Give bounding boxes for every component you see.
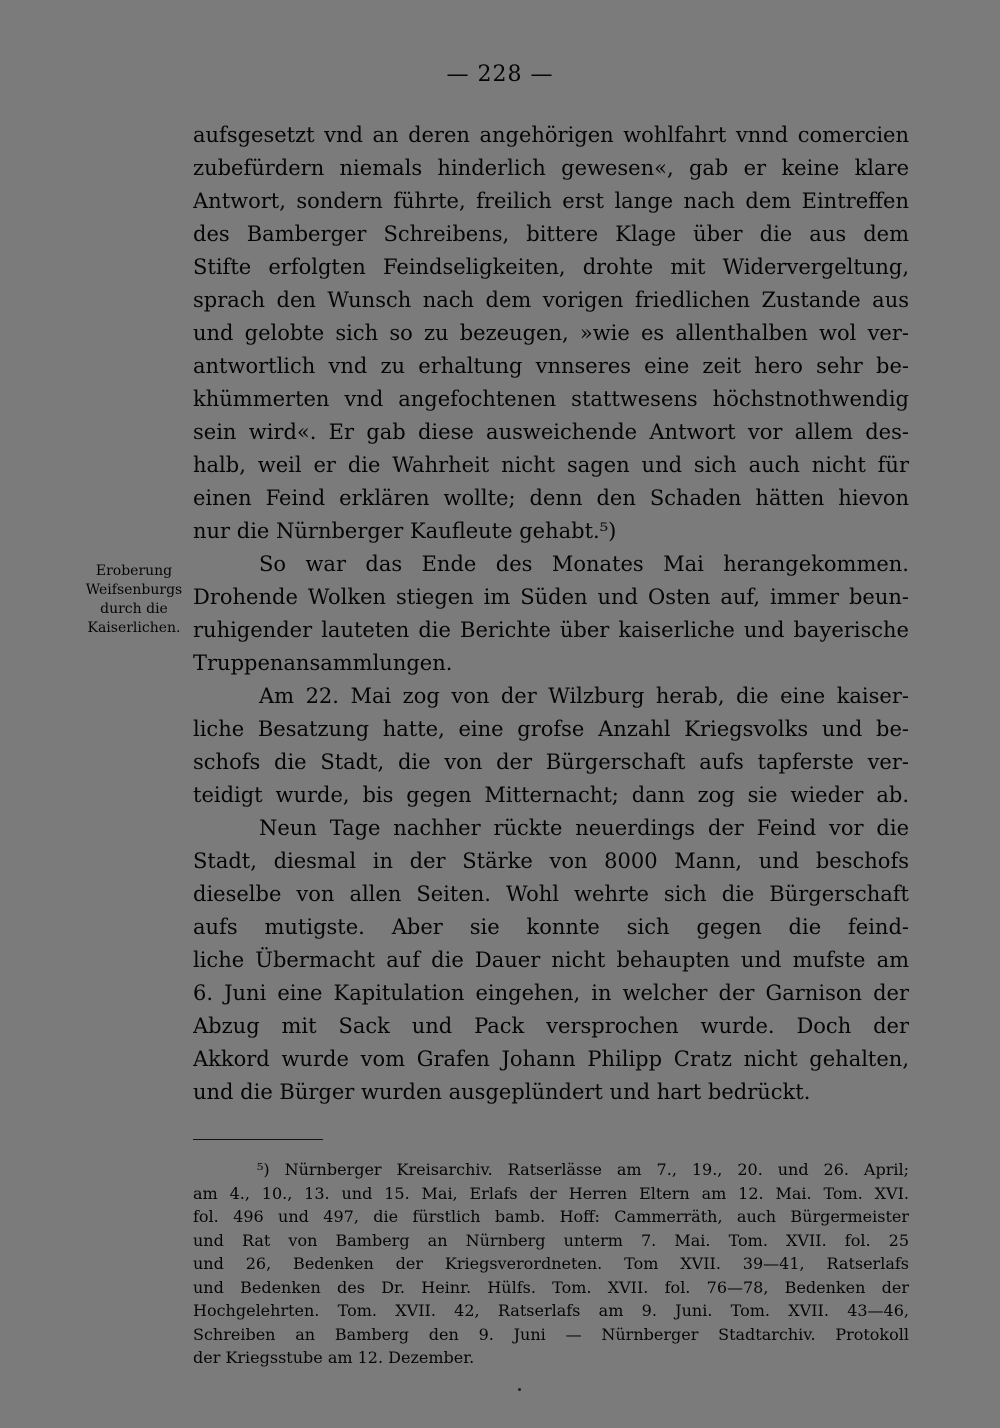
footnote-line: und 26, Bedenken der Kriegsverordneten. Tom XVII. 39—41, Ratserlafs — [193, 1254, 909, 1273]
body-line: Neun Tage nachher rückte neuerdings der Feind vor die — [259, 816, 909, 840]
margin-note: Eroberung Weifsenburgs durch die Kaiserlichen. — [85, 563, 183, 636]
body-line: teidigt wurde, bis gegen Mitternacht; dann zog sie wieder ab. — [193, 783, 909, 807]
body-line: ruhigender lauteten die Berichte über kaiserliche und bayerische — [193, 618, 909, 642]
footnote-line: Schreiben an Bamberg den 9. Juni — Nürnberger Stadtarchiv. Protokoll — [193, 1324, 909, 1344]
body-line: liche Besatzung hatte, eine grofse Anzahl Kriegsvolks und be- — [193, 717, 909, 741]
body-line: sein wird«. Er gab diese ausweichende Antwort vor allem des- — [193, 420, 909, 444]
body-line: sprach den Wunsch nach dem vorigen friedlichen Zustande aus — [193, 288, 909, 312]
body-line: liche Übermacht auf die Dauer nicht behaupten und mufste am — [193, 948, 909, 972]
body-line: Abzug mit Sack und Pack versprochen wurde. Doch der — [193, 1014, 909, 1038]
body-line: und die Bürger wurden ausgeplündert und hart bedrückt. — [193, 1080, 811, 1104]
footnote-line: Hochgelehrten. Tom. XVII. 42, Ratserlafs am 9. Juni. Tom. XVII. 43—46, — [193, 1301, 909, 1320]
footnote-line: fol. 496 und 497, die fürstlich bamb. Hoff: Cammerräth, auch Bürgermeister — [193, 1207, 909, 1226]
page-number: — 228 — — [446, 62, 554, 87]
body-line: nur die Nürnberger Kaufleute gehabt.⁵) — [193, 519, 617, 543]
footnote-line: und Bedenken des Dr. Heinr. Hülfs. Tom. XVII. fol. 76—78, Bedenken der — [193, 1277, 909, 1297]
body-line: 6. Juni eine Kapitulation eingehen, in welcher der Garnison der — [193, 981, 909, 1005]
body-text — [193, 119, 909, 1109]
body-line: zubefürdern niemals hinderlich gewesen«, gab er keine klare — [193, 156, 909, 180]
body-line: schofs die Stadt, die von der Bürgerschaft aufs tapferste ver- — [193, 750, 909, 774]
footnote-divider — [193, 1139, 323, 1140]
body-line: khümmerten vnd angefochtenen stattwesens höchstnothwendig — [193, 387, 909, 411]
body-line: des Bamberger Schreibens, bittere Klage über die aus dem — [193, 222, 909, 246]
body-line: dieselbe von allen Seiten. Wohl wehrte sich die Bürgerschaft — [193, 882, 909, 906]
body-line: Truppenansammlungen. — [193, 651, 453, 675]
body-line: Stadt, diesmal in der Stärke von 8000 Mann, und beschofs — [193, 849, 909, 873]
body-line: Antwort, sondern führte, freilich erst lange nach dem Eintreffen — [193, 189, 909, 213]
body-line: antwortlich vnd zu erhaltung vnnseres eine zeit hero sehr be- — [193, 354, 909, 378]
footnote-line: und Rat von Bamberg an Nürnberg unterm 7. Mai. Tom. XVII. fol. 25 — [193, 1230, 909, 1250]
body-line: Stifte erfolgten Feindseligkeiten, drohte mit Widervergeltung, — [193, 255, 909, 279]
body-line: und gelobte sich so zu bezeugen, »wie es allenthalben wol ver- — [193, 321, 909, 345]
footnote-line: am 4., 10., 13. und 15. Mai, Erlafs der Herren Eltern am 12. Mai. Tom. XVI. — [193, 1183, 909, 1203]
print-speck — [518, 1388, 521, 1391]
body-line: halb, weil er die Wahrheit nicht sagen und sich auch nicht für — [193, 453, 909, 477]
body-line: Akkord wurde vom Grafen Johann Philipp Cratz nicht gehalten, — [193, 1047, 909, 1071]
body-line: Drohende Wolken stiegen im Süden und Osten auf, immer beun- — [193, 585, 909, 609]
footnote-line: ⁵) Nürnberger Kreisarchiv. Ratserlässe am 7., 19., 20. und 26. April; — [257, 1160, 909, 1179]
body-line: aufsgesetzt vnd an deren angehörigen wohlfahrt vnnd comercien — [193, 123, 909, 147]
body-line: Am 22. Mai zog von der Wilzburg herab, die eine kaiser- — [259, 684, 909, 708]
footnote-line: der Kriegsstube am 12. Dezember. — [193, 1348, 475, 1367]
body-line: einen Feind erklären wollte; denn den Schaden hätten hievon — [193, 486, 909, 510]
footnotes — [193, 1158, 909, 1370]
body-line: So war das Ende des Monates Mai herangekommen. — [259, 552, 909, 576]
body-line: aufs mutigste. Aber sie konnte sich gegen die feind- — [193, 915, 909, 939]
